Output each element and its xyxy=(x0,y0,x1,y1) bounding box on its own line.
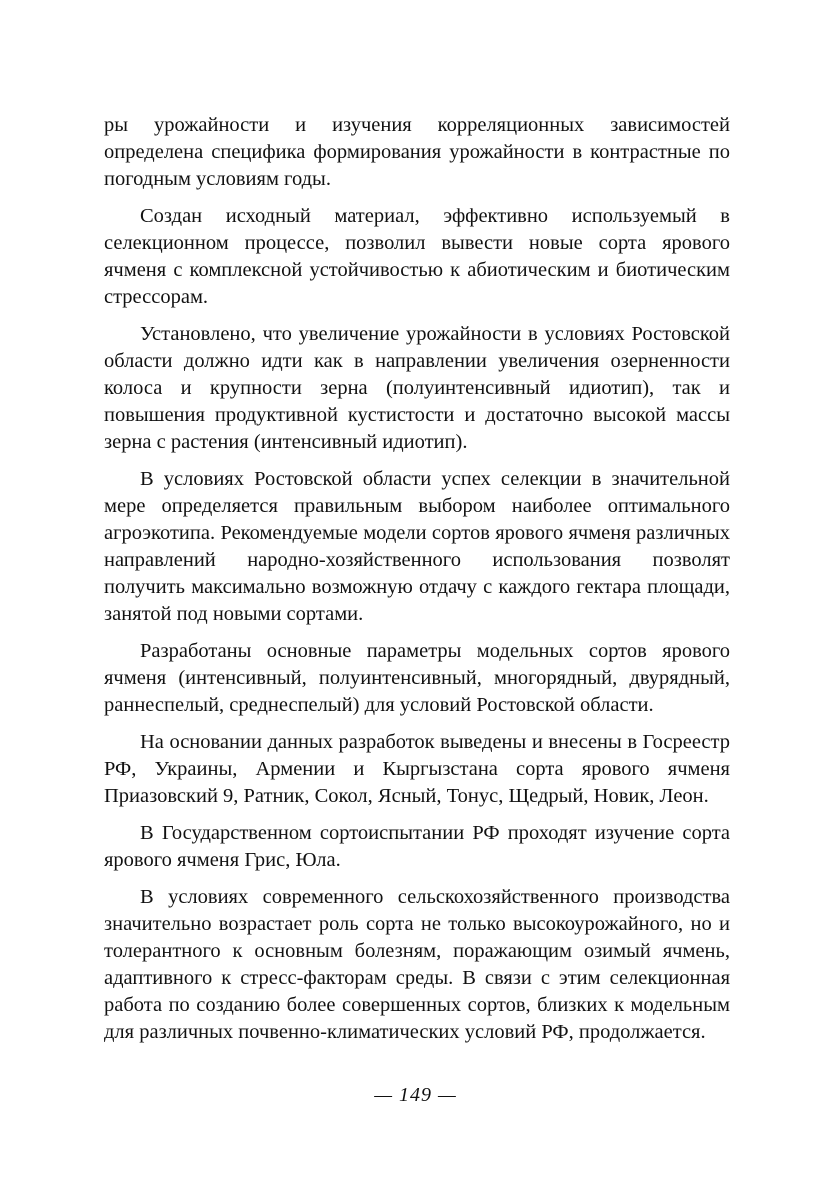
page-number: — 149 — xyxy=(374,1084,457,1106)
paragraph-7: В Государственном сортоиспытании РФ проходят изучение сорта ярового ячменя Грис, Юла. xyxy=(104,822,730,871)
paragraph-6: На основании данных разработок выведены и внесены в Госреестр РФ, Украины, Армении и Кыргызстана сорта ярового ячменя Приазовский 9, Ратник, Сокол, Ясный, Тонус, Щедрый, Новик, Леон. xyxy=(104,731,730,807)
paragraph-8: В условиях современного сельскохозяйственного производства значительно возрастает роль сорта не только высокоурожайного, но и толерантного к основным болезням, поражающим озимый ячмень, адаптивного к стресс-факторам среды. В связи с этим селекционная работа по созданию более совершенных сортов, близких к модельным для различных почвенно-климатических условий РФ, продолжается. xyxy=(104,886,730,1043)
page-body xyxy=(104,112,730,1056)
paragraph-1: ры урожайности и изучения корреляционных зависимостей определена специфика формирования урожайности в контрастные по погодным условиям годы. xyxy=(104,114,730,190)
paragraph-2: Создан исходный материал, эффективно используемый в селекционном процессе, позволил вывести новые сорта ярового ячменя с комплексной устойчивостью к абиотическим и биотическим стрессорам. xyxy=(104,205,730,308)
paragraph-4: В условиях Ростовской области успех селекции в значительной мере определяется правильным выбором наиболее оптимального агроэкотипа. Рекомендуемые модели сортов ярового ячменя различных направлений народно-хозяйственного использования позволят получить максимально возможную отдачу с каждого гектара площади, занятой под новыми сортами. xyxy=(104,468,730,625)
paragraph-5: Разработаны основные параметры модельных сортов ярового ячменя (интенсивный, полуинтенсивный, многорядный, двурядный, раннеспелый, среднеспелый) для условий Ростовской области. xyxy=(104,640,730,716)
paragraph-3: Установлено, что увеличение урожайности в условиях Ростовской области должно идти как в направлении увеличения озерненности колоса и крупности зерна (полуинтенсивный идиотип), так и повышения продуктивной кустистости и достаточно высокой массы зерна с растения (интенсивный идиотип). xyxy=(104,323,730,453)
